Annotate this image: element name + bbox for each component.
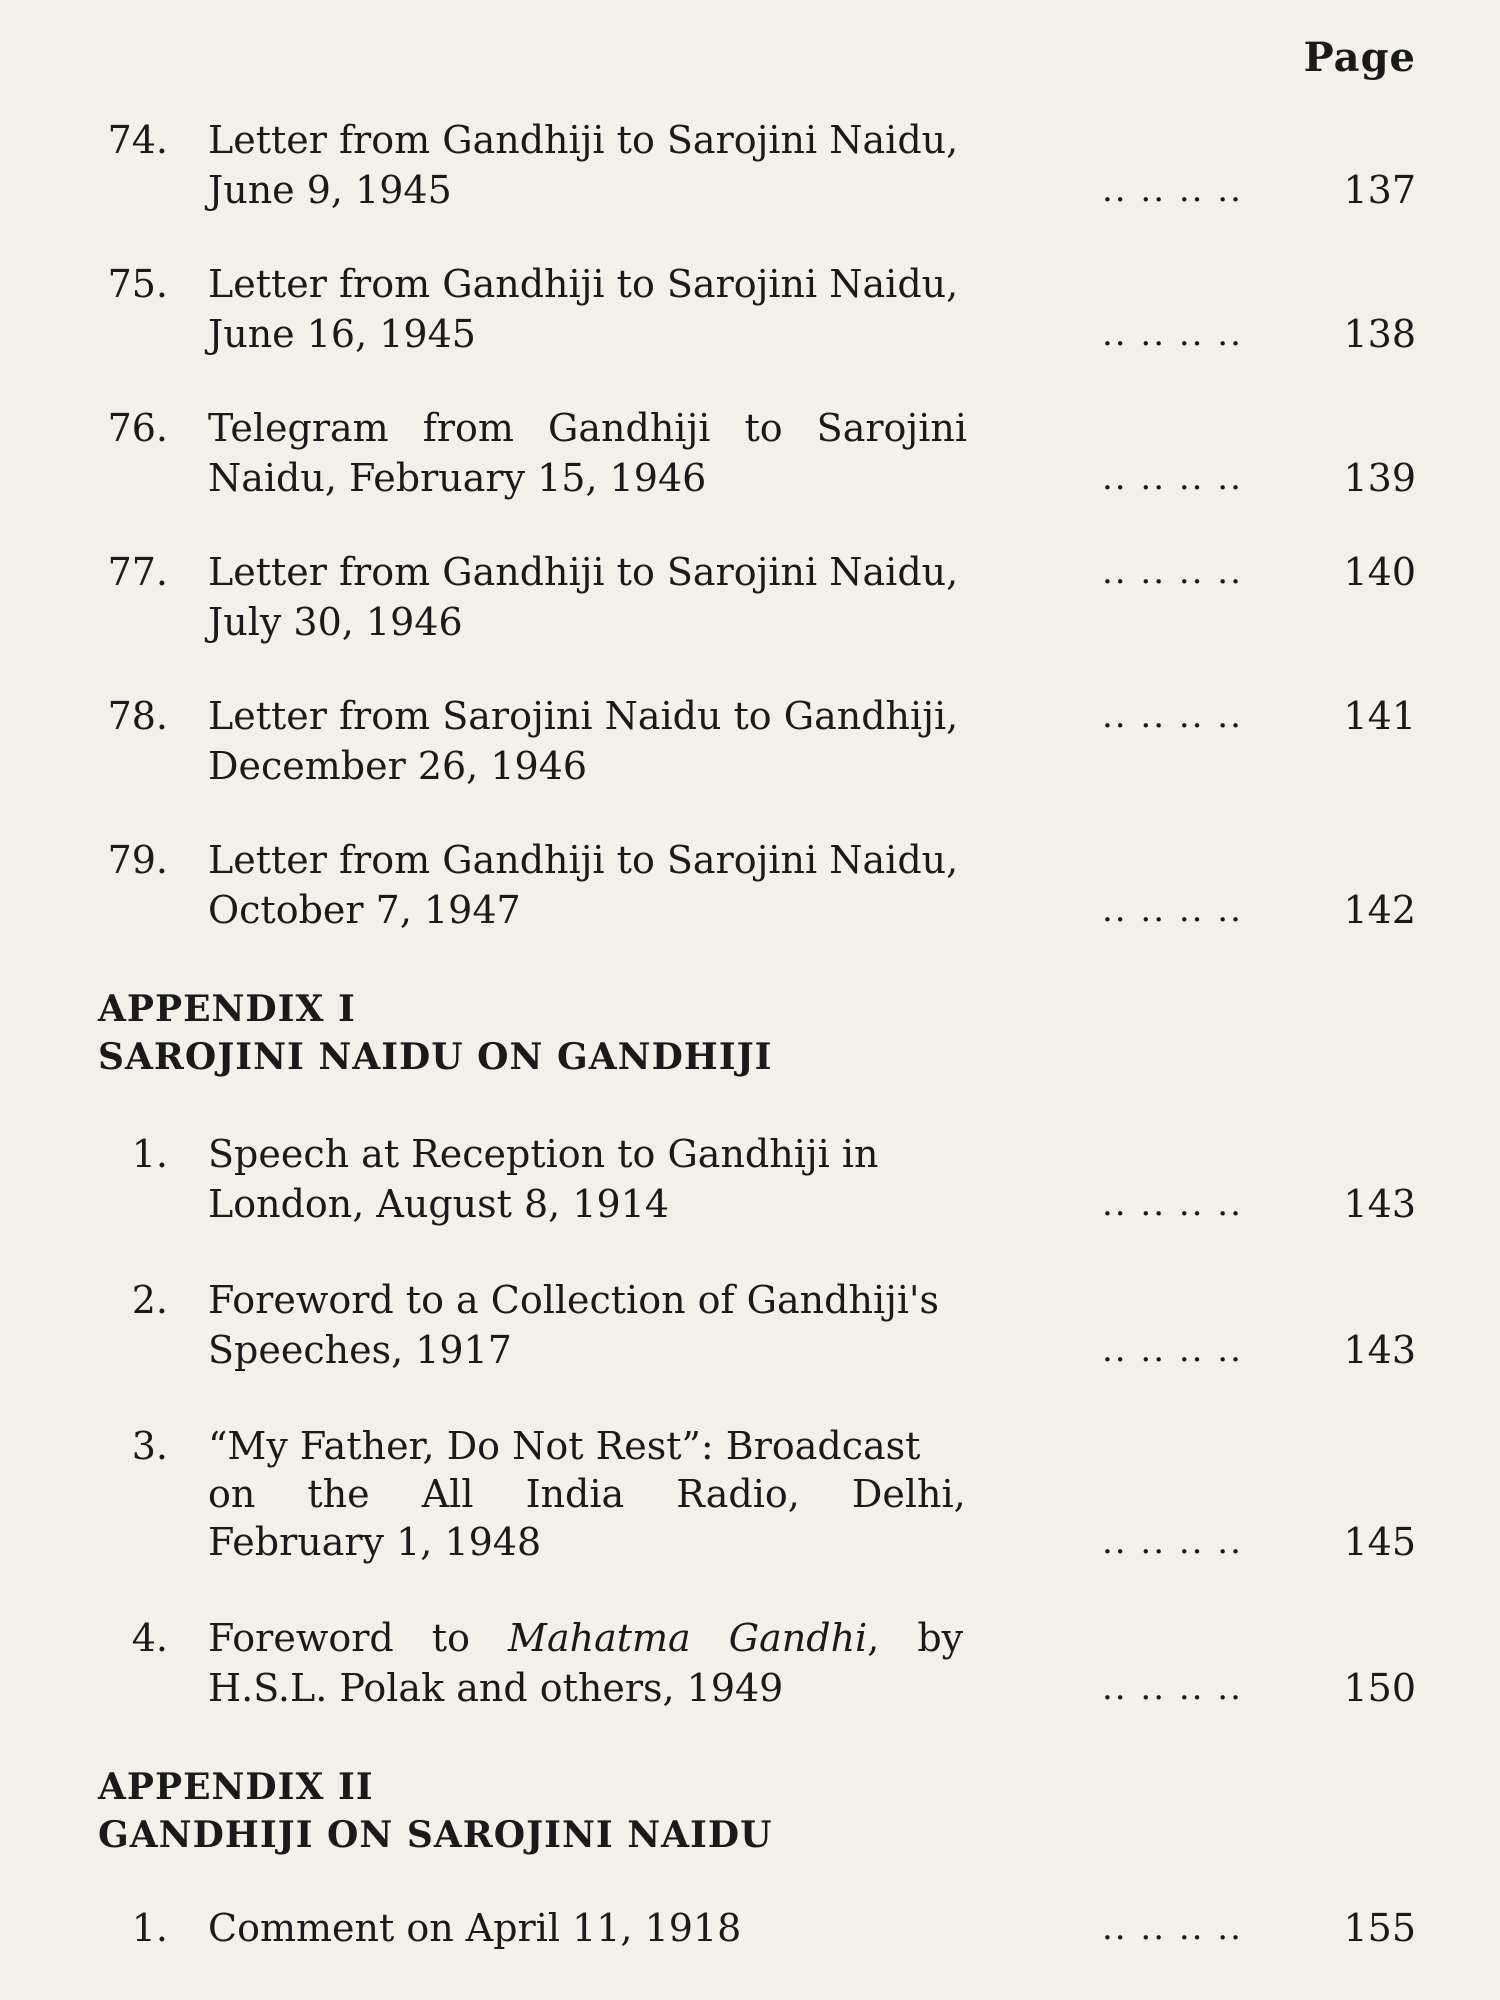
page-number: 143 [1343, 1182, 1416, 1226]
entry-title-line: June 9, 1945 [208, 168, 452, 212]
dot-leader: .. .. .. .. [1102, 1184, 1243, 1224]
entry-title-line: June 16, 1945 [208, 312, 476, 356]
entry-title-line: Telegram from Gandhiji to Sarojini [208, 406, 967, 450]
page-number: 139 [1343, 456, 1416, 500]
entry-number: 79. [107, 838, 168, 882]
entry-title-line: Letter from Sarojini Naidu to Gandhiji, [208, 694, 959, 738]
dot-leader: .. .. .. .. [1102, 890, 1243, 930]
entry-number: 4. [131, 1616, 168, 1660]
entry-title-line: on the All India Radio, Delhi, [208, 1472, 966, 1516]
dot-leader: .. .. .. .. [1102, 1908, 1243, 1948]
entry-title-line: Comment on April 11, 1918 [208, 1906, 742, 1950]
entry-title-line: February 1, 1948 [208, 1520, 542, 1564]
page-column-heading: Page [1303, 34, 1416, 81]
entry-title-line: July 30, 1946 [208, 600, 463, 644]
dot-leader: .. .. .. .. [1102, 458, 1243, 498]
page-number: 150 [1343, 1666, 1416, 1710]
dot-leader: .. .. .. .. [1102, 170, 1243, 210]
entry-number: 3. [131, 1424, 168, 1468]
page-number: 140 [1343, 550, 1416, 594]
book-title: Mahatma Gandhi [508, 1616, 868, 1660]
entry-number: 76. [107, 406, 168, 450]
dot-leader: .. .. .. .. [1102, 314, 1243, 354]
appendix-title: APPENDIX I [98, 988, 356, 1030]
entry-number: 78. [107, 694, 168, 738]
entry-number: 75. [107, 262, 168, 306]
dot-leader: .. .. .. .. [1102, 552, 1243, 592]
entry-title-line: October 7, 1947 [208, 888, 521, 932]
entry-title-line: H.S.L. Polak and others, 1949 [208, 1666, 784, 1710]
entry-title-line: Naidu, February 15, 1946 [208, 456, 707, 500]
entry-title-line: Foreword to a Collection of Gandhiji's [208, 1278, 939, 1322]
page-number: 155 [1343, 1906, 1416, 1950]
entry-title-line: Letter from Gandhiji to Sarojini Naidu, [208, 838, 959, 882]
appendix-subtitle: GANDHIJI ON SAROJINI NAIDU [98, 1814, 773, 1856]
page-number: 141 [1343, 694, 1416, 738]
page-number: 137 [1343, 168, 1416, 212]
entry-title-line: December 26, 1946 [208, 744, 588, 788]
dot-leader: .. .. .. .. [1102, 696, 1243, 736]
page-number: 138 [1343, 312, 1416, 356]
entry-number: 74. [107, 118, 168, 162]
entry-title-line: Letter from Gandhiji to Sarojini Naidu, [208, 118, 959, 162]
entry-number: 1. [131, 1906, 168, 1950]
entry-number: 77. [107, 550, 168, 594]
entry-number: 2. [131, 1278, 168, 1322]
entry-title-line: Foreword to Mahatma Gandhi, by [208, 1616, 964, 1660]
dot-leader: .. .. .. .. [1102, 1668, 1243, 1708]
entry-title-line: Speeches, 1917 [208, 1328, 512, 1372]
entry-title-line: Letter from Gandhiji to Sarojini Naidu, [208, 550, 959, 594]
appendix-title: APPENDIX II [98, 1766, 374, 1808]
entry-title-line: Speech at Reception to Gandhiji in [208, 1132, 879, 1176]
entry-title-line: London, August 8, 1914 [208, 1182, 670, 1226]
entry-number: 1. [131, 1132, 168, 1176]
page-number: 143 [1343, 1328, 1416, 1372]
page-number: 142 [1343, 888, 1416, 932]
entry-title-line: Letter from Gandhiji to Sarojini Naidu, [208, 262, 959, 306]
dot-leader: .. .. .. .. [1102, 1330, 1243, 1370]
entry-title-line: “My Father, Do Not Rest”: Broadcast [208, 1424, 921, 1468]
dot-leader: .. .. .. .. [1102, 1522, 1243, 1562]
appendix-subtitle: SAROJINI NAIDU ON GANDHIJI [98, 1036, 773, 1078]
page-number: 145 [1343, 1520, 1416, 1564]
